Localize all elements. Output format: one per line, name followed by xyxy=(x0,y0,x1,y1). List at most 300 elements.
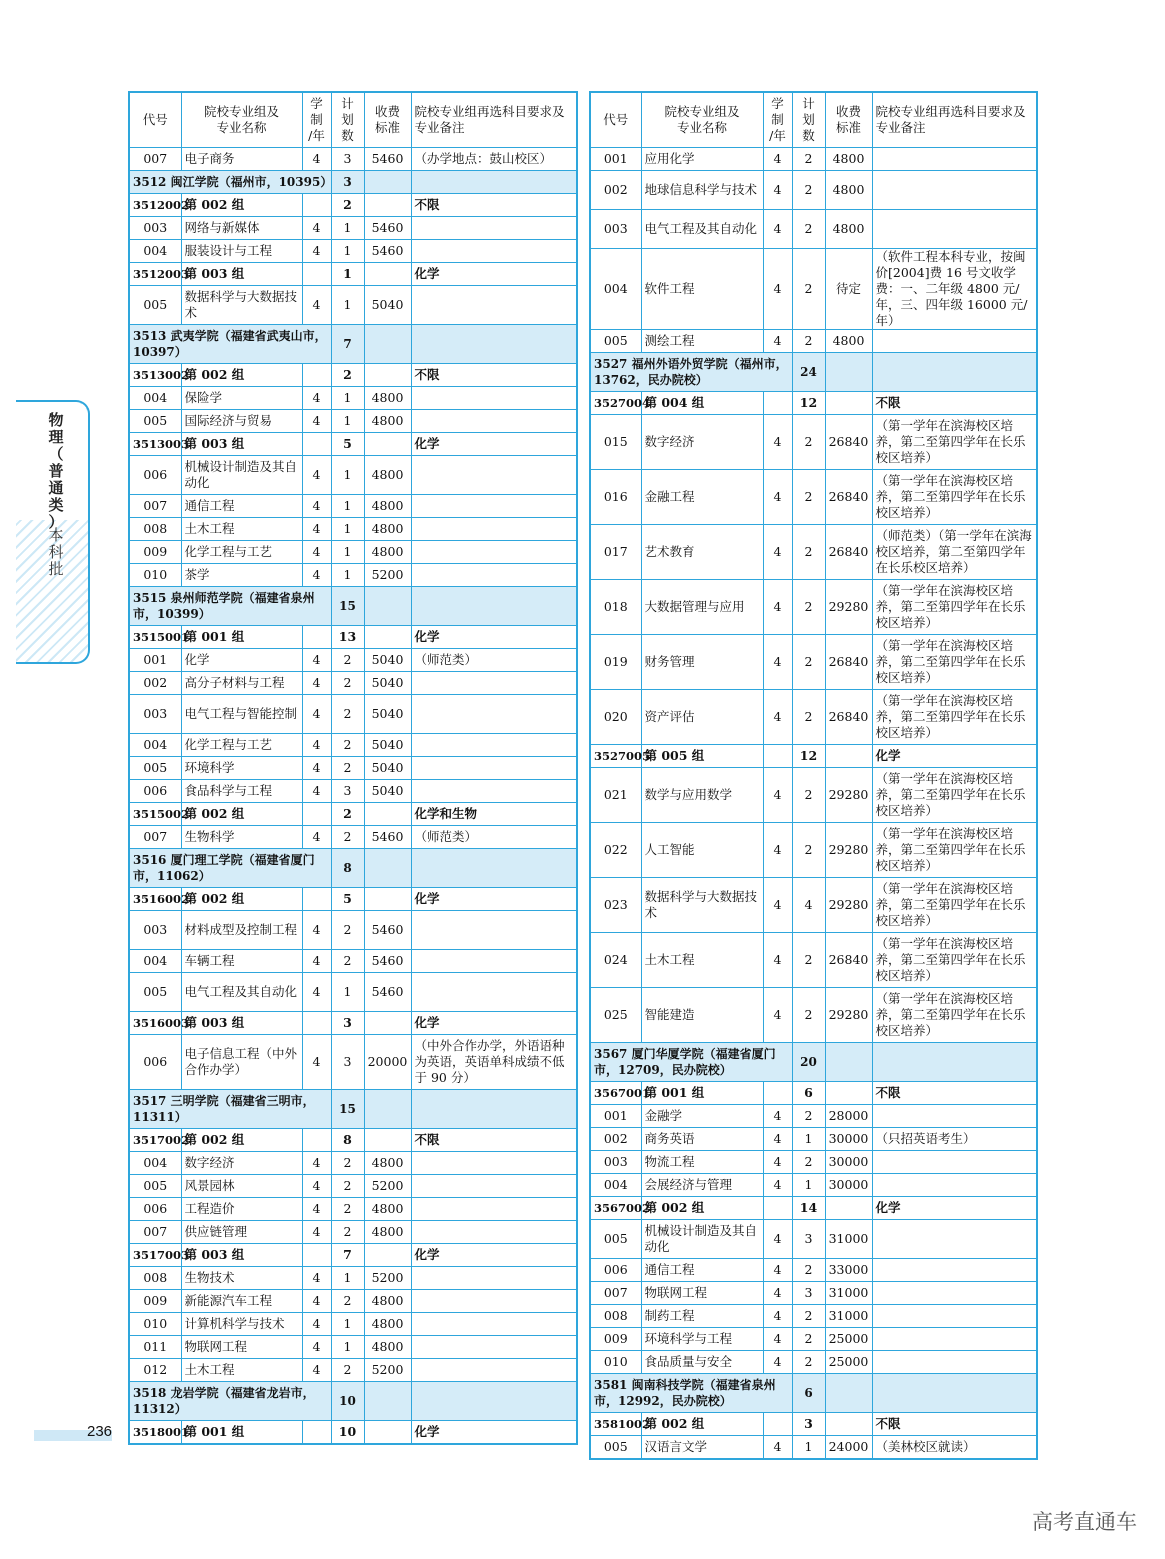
major-code: 004 xyxy=(129,240,181,263)
major-name: 机械设计制造及其自动化 xyxy=(181,456,302,495)
major-years: 4 xyxy=(763,1282,792,1305)
group-fee xyxy=(364,1421,411,1444)
group-fee xyxy=(364,433,411,456)
school-name: 3567 厦门华厦学院（福建省厦门市，12709，民办院校） xyxy=(590,1043,792,1082)
major-plan: 2 xyxy=(792,1259,825,1282)
major-remark xyxy=(411,518,577,541)
major-remark xyxy=(411,734,577,757)
major-years: 4 xyxy=(302,217,331,240)
major-code: 017 xyxy=(590,525,641,580)
major-plan: 2 xyxy=(792,1105,825,1128)
group-code: 3527004 xyxy=(590,392,641,415)
major-years: 4 xyxy=(302,649,331,672)
group-requirement: 化学 xyxy=(872,1197,1037,1220)
major-remark: （第一学年在滨海校区培养，第二至第四学年在长乐校区培养） xyxy=(872,415,1037,470)
major-plan: 2 xyxy=(792,1351,825,1374)
header-name: 院校专业组及 专业名称 xyxy=(181,92,302,148)
major-name: 化学工程与工艺 xyxy=(181,734,302,757)
major-row xyxy=(590,635,1037,690)
group-name: 第 004 组 xyxy=(641,392,763,415)
major-years: 4 xyxy=(763,1220,792,1259)
school-remark xyxy=(872,353,1037,392)
school-fee xyxy=(364,587,411,626)
group-plan: 10 xyxy=(331,1421,364,1444)
major-remark xyxy=(411,973,577,1012)
major-remark xyxy=(411,1221,577,1244)
major-plan: 2 xyxy=(792,525,825,580)
major-row xyxy=(129,1359,577,1382)
major-years: 4 xyxy=(302,950,331,973)
major-plan: 2 xyxy=(331,695,364,734)
major-fee: 31000 xyxy=(825,1282,872,1305)
group-plan: 2 xyxy=(331,364,364,387)
major-years: 4 xyxy=(763,1305,792,1328)
group-requirement: 化学 xyxy=(411,433,577,456)
major-name: 化学工程与工艺 xyxy=(181,541,302,564)
major-code: 008 xyxy=(590,1305,641,1328)
major-years: 4 xyxy=(763,525,792,580)
major-row xyxy=(590,148,1037,171)
major-fee: 24000 xyxy=(825,1436,872,1459)
major-code: 008 xyxy=(129,518,181,541)
group-name: 第 002 组 xyxy=(181,194,302,217)
group-requirement: 化学 xyxy=(411,1244,577,1267)
major-years: 4 xyxy=(302,734,331,757)
major-fee: 4800 xyxy=(364,1221,411,1244)
group-plan: 3 xyxy=(792,1413,825,1436)
major-fee: 25000 xyxy=(825,1328,872,1351)
group-fee xyxy=(364,888,411,911)
major-row xyxy=(129,973,577,1012)
school-row xyxy=(590,1374,1037,1413)
major-fee: 5460 xyxy=(364,240,411,263)
major-code: 009 xyxy=(129,541,181,564)
group-requirement: 不限 xyxy=(411,1129,577,1152)
group-name: 第 003 组 xyxy=(181,1244,302,1267)
major-remark xyxy=(411,1290,577,1313)
group-fee xyxy=(825,1413,872,1436)
major-row xyxy=(590,210,1037,249)
major-name: 数学与应用数学 xyxy=(641,768,763,823)
group-name: 第 003 组 xyxy=(181,433,302,456)
major-plan: 2 xyxy=(331,950,364,973)
major-years: 4 xyxy=(302,518,331,541)
group-years xyxy=(302,1129,331,1152)
major-fee: 31000 xyxy=(825,1305,872,1328)
major-remark xyxy=(872,1282,1037,1305)
group-years xyxy=(763,745,792,768)
major-name: 土木工程 xyxy=(181,1359,302,1382)
table-header-row xyxy=(129,92,577,148)
major-name: 大数据管理与应用 xyxy=(641,580,763,635)
group-name: 第 002 组 xyxy=(181,803,302,826)
school-plan: 10 xyxy=(331,1382,364,1421)
header-plan: 计 划 数 xyxy=(792,92,825,148)
major-fee: 5040 xyxy=(364,286,411,325)
school-row xyxy=(129,325,577,364)
major-row xyxy=(129,672,577,695)
major-plan: 2 xyxy=(792,933,825,988)
major-code: 008 xyxy=(129,1267,181,1290)
major-fee: 5460 xyxy=(364,911,411,950)
group-requirement: 化学 xyxy=(411,888,577,911)
school-name: 3527 福州外语外贸学院（福州市，13762，民办院校） xyxy=(590,353,792,392)
major-row xyxy=(590,878,1037,933)
major-name: 生物科学 xyxy=(181,826,302,849)
major-plan: 4 xyxy=(792,878,825,933)
group-code: 3518001 xyxy=(129,1421,181,1444)
major-code: 011 xyxy=(129,1336,181,1359)
major-remark xyxy=(411,564,577,587)
group-row xyxy=(129,1129,577,1152)
major-row xyxy=(129,217,577,240)
group-fee xyxy=(825,1082,872,1105)
table-header-row xyxy=(590,92,1037,148)
major-code: 007 xyxy=(129,826,181,849)
major-name: 制药工程 xyxy=(641,1305,763,1328)
major-name: 财务管理 xyxy=(641,635,763,690)
major-row xyxy=(129,148,577,171)
major-name: 智能建造 xyxy=(641,988,763,1043)
school-fee xyxy=(364,1382,411,1421)
major-name: 环境科学与工程 xyxy=(641,1328,763,1351)
school-remark xyxy=(411,1090,577,1129)
group-name: 第 002 组 xyxy=(181,888,302,911)
school-fee xyxy=(825,1043,872,1082)
header-code: 代号 xyxy=(590,92,641,148)
major-name: 电气工程及其自动化 xyxy=(181,973,302,1012)
major-plan: 2 xyxy=(792,210,825,249)
group-years xyxy=(763,1197,792,1220)
group-name: 第 002 组 xyxy=(181,364,302,387)
major-fee: 5040 xyxy=(364,649,411,672)
group-row xyxy=(590,745,1037,768)
major-remark xyxy=(411,950,577,973)
major-code: 001 xyxy=(590,148,641,171)
major-plan: 2 xyxy=(331,734,364,757)
group-plan: 6 xyxy=(792,1082,825,1105)
major-years: 4 xyxy=(302,695,331,734)
major-years: 4 xyxy=(763,1105,792,1128)
major-code: 005 xyxy=(590,1436,641,1459)
major-row xyxy=(590,525,1037,580)
page-number: 236 xyxy=(87,1423,113,1440)
group-row xyxy=(590,1197,1037,1220)
major-remark xyxy=(872,1105,1037,1128)
major-remark xyxy=(411,217,577,240)
major-fee: 待定 xyxy=(825,249,872,330)
major-fee: 30000 xyxy=(825,1128,872,1151)
major-code: 020 xyxy=(590,690,641,745)
major-code: 004 xyxy=(129,387,181,410)
major-code: 006 xyxy=(129,780,181,803)
group-code: 3567002 xyxy=(590,1197,641,1220)
major-plan: 1 xyxy=(331,456,364,495)
major-fee: 5200 xyxy=(364,1359,411,1382)
major-plan: 2 xyxy=(792,635,825,690)
major-name: 软件工程 xyxy=(641,249,763,330)
major-row xyxy=(590,330,1037,353)
group-years xyxy=(763,392,792,415)
major-remark xyxy=(411,1359,577,1382)
major-fee: 5200 xyxy=(364,1267,411,1290)
group-requirement: 不限 xyxy=(872,392,1037,415)
group-plan: 12 xyxy=(792,745,825,768)
major-code: 007 xyxy=(590,1282,641,1305)
major-fee: 4800 xyxy=(364,1336,411,1359)
major-fee: 4800 xyxy=(825,171,872,210)
group-code: 3517003 xyxy=(129,1244,181,1267)
school-row xyxy=(129,849,577,888)
major-plan: 2 xyxy=(792,330,825,353)
major-name: 汉语言文学 xyxy=(641,1436,763,1459)
major-name: 环境科学 xyxy=(181,757,302,780)
major-name: 网络与新媒体 xyxy=(181,217,302,240)
school-plan: 8 xyxy=(331,849,364,888)
school-fee xyxy=(825,353,872,392)
major-row xyxy=(129,1175,577,1198)
major-years: 4 xyxy=(763,1128,792,1151)
major-fee: 4800 xyxy=(364,1290,411,1313)
major-code: 002 xyxy=(590,171,641,210)
major-fee: 5460 xyxy=(364,826,411,849)
major-code: 018 xyxy=(590,580,641,635)
major-code: 003 xyxy=(590,210,641,249)
major-name: 应用化学 xyxy=(641,148,763,171)
major-fee: 5200 xyxy=(364,564,411,587)
group-years xyxy=(302,626,331,649)
major-code: 010 xyxy=(129,1313,181,1336)
major-name: 资产评估 xyxy=(641,690,763,745)
major-plan: 2 xyxy=(792,690,825,745)
major-years: 4 xyxy=(302,1267,331,1290)
major-remark xyxy=(411,695,577,734)
major-code: 005 xyxy=(129,1175,181,1198)
group-code: 3513003 xyxy=(129,433,181,456)
group-row xyxy=(129,433,577,456)
school-remark xyxy=(411,325,577,364)
major-name: 物联网工程 xyxy=(641,1282,763,1305)
major-row xyxy=(129,826,577,849)
major-plan: 2 xyxy=(331,757,364,780)
major-plan: 2 xyxy=(792,415,825,470)
major-years: 4 xyxy=(302,672,331,695)
school-name: 3581 闽南科技学院（福建省泉州市，12992，民办院校） xyxy=(590,1374,792,1413)
major-row xyxy=(590,415,1037,470)
major-row xyxy=(129,695,577,734)
major-remark: （只招英语考生） xyxy=(872,1128,1037,1151)
major-plan: 1 xyxy=(331,217,364,240)
major-code: 022 xyxy=(590,823,641,878)
major-code: 019 xyxy=(590,635,641,690)
major-remark: （第一学年在滨海校区培养，第二至第四学年在长乐校区培养） xyxy=(872,878,1037,933)
group-row xyxy=(129,364,577,387)
group-plan: 2 xyxy=(331,803,364,826)
major-fee: 4800 xyxy=(364,1198,411,1221)
major-name: 数字经济 xyxy=(181,1152,302,1175)
major-plan: 1 xyxy=(331,973,364,1012)
major-remark xyxy=(411,1198,577,1221)
major-fee: 5200 xyxy=(364,1175,411,1198)
major-row xyxy=(590,933,1037,988)
major-fee: 5460 xyxy=(364,217,411,240)
major-row xyxy=(129,649,577,672)
major-years: 4 xyxy=(763,1151,792,1174)
school-fee xyxy=(364,849,411,888)
group-row xyxy=(590,392,1037,415)
major-fee: 29280 xyxy=(825,580,872,635)
group-fee xyxy=(364,803,411,826)
major-remark xyxy=(872,1351,1037,1374)
group-years xyxy=(302,888,331,911)
major-plan: 2 xyxy=(792,823,825,878)
major-code: 009 xyxy=(590,1328,641,1351)
group-years xyxy=(302,433,331,456)
group-name: 第 003 组 xyxy=(181,1012,302,1035)
major-name: 商务英语 xyxy=(641,1128,763,1151)
school-fee xyxy=(364,171,411,194)
major-code: 005 xyxy=(590,1220,641,1259)
major-row xyxy=(129,564,577,587)
major-fee: 26840 xyxy=(825,470,872,525)
major-plan: 2 xyxy=(331,826,364,849)
major-name: 物联网工程 xyxy=(181,1336,302,1359)
major-name: 土木工程 xyxy=(181,518,302,541)
group-fee xyxy=(364,194,411,217)
major-plan: 3 xyxy=(792,1220,825,1259)
major-row xyxy=(129,240,577,263)
major-code: 007 xyxy=(129,495,181,518)
major-remark xyxy=(411,410,577,433)
major-years: 4 xyxy=(302,410,331,433)
major-remark xyxy=(872,1174,1037,1197)
major-row xyxy=(129,518,577,541)
header-remarks: 院校专业组再选科目要求及 专业备注 xyxy=(411,92,577,148)
major-row xyxy=(129,1313,577,1336)
major-remark: （第一学年在滨海校区培养，第二至第四学年在长乐校区培养） xyxy=(872,988,1037,1043)
school-fee xyxy=(364,325,411,364)
major-years: 4 xyxy=(763,823,792,878)
major-code: 012 xyxy=(129,1359,181,1382)
major-code: 021 xyxy=(590,768,641,823)
major-code: 001 xyxy=(129,649,181,672)
major-fee: 5040 xyxy=(364,695,411,734)
major-code: 006 xyxy=(590,1259,641,1282)
major-name: 人工智能 xyxy=(641,823,763,878)
major-fee: 29280 xyxy=(825,878,872,933)
major-years: 4 xyxy=(302,1221,331,1244)
major-code: 015 xyxy=(590,415,641,470)
major-years: 4 xyxy=(302,240,331,263)
major-remark: （第一学年在滨海校区培养，第二至第四学年在长乐校区培养） xyxy=(872,768,1037,823)
major-plan: 2 xyxy=(792,171,825,210)
group-plan: 3 xyxy=(331,1012,364,1035)
major-plan: 1 xyxy=(331,1267,364,1290)
group-code: 3517002 xyxy=(129,1129,181,1152)
group-requirement: 化学 xyxy=(411,263,577,286)
major-fee: 28000 xyxy=(825,1105,872,1128)
school-row xyxy=(129,1382,577,1421)
major-plan: 1 xyxy=(331,495,364,518)
major-remark: （中外合作办学，外语语种为英语，英语单科成绩不低于 90 分） xyxy=(411,1035,577,1090)
major-name: 土木工程 xyxy=(641,933,763,988)
major-plan: 1 xyxy=(331,1313,364,1336)
major-name: 数字经济 xyxy=(641,415,763,470)
group-requirement: 化学 xyxy=(411,1012,577,1035)
major-years: 4 xyxy=(302,1175,331,1198)
major-code: 006 xyxy=(129,1035,181,1090)
major-name: 电气工程及其自动化 xyxy=(641,210,763,249)
major-row xyxy=(129,734,577,757)
major-fee: 26840 xyxy=(825,525,872,580)
major-fee: 4800 xyxy=(364,1152,411,1175)
header-name: 院校专业组及 专业名称 xyxy=(641,92,763,148)
group-requirement: 不限 xyxy=(411,364,577,387)
school-plan: 7 xyxy=(331,325,364,364)
group-name: 第 001 组 xyxy=(641,1082,763,1105)
major-fee: 31000 xyxy=(825,1220,872,1259)
major-fee: 30000 xyxy=(825,1151,872,1174)
major-years: 4 xyxy=(763,171,792,210)
major-plan: 2 xyxy=(331,1152,364,1175)
major-years: 4 xyxy=(302,1035,331,1090)
major-name: 计算机科学与技术 xyxy=(181,1313,302,1336)
group-fee xyxy=(364,1129,411,1152)
school-plan: 15 xyxy=(331,1090,364,1129)
major-row xyxy=(590,1305,1037,1328)
major-remark: （第一学年在滨海校区培养，第二至第四学年在长乐校区培养） xyxy=(872,823,1037,878)
header-fee: 收费 标准 xyxy=(825,92,872,148)
major-years: 4 xyxy=(763,415,792,470)
major-remark: （办学地点：鼓山校区） xyxy=(411,148,577,171)
group-fee xyxy=(364,1012,411,1035)
major-plan: 1 xyxy=(331,518,364,541)
major-years: 4 xyxy=(302,564,331,587)
major-remark xyxy=(872,1220,1037,1259)
group-row xyxy=(129,888,577,911)
major-plan: 3 xyxy=(331,780,364,803)
major-plan: 1 xyxy=(331,410,364,433)
group-row xyxy=(590,1413,1037,1436)
group-plan: 14 xyxy=(792,1197,825,1220)
header-fee: 收费 标准 xyxy=(364,92,411,148)
major-remark: （美林校区就读） xyxy=(872,1436,1037,1459)
major-row xyxy=(129,410,577,433)
school-remark xyxy=(411,587,577,626)
major-name: 金融学 xyxy=(641,1105,763,1128)
major-remark xyxy=(411,240,577,263)
major-remark xyxy=(411,757,577,780)
major-remark xyxy=(411,387,577,410)
major-code: 003 xyxy=(129,217,181,240)
major-code: 001 xyxy=(590,1105,641,1128)
major-plan: 2 xyxy=(792,1328,825,1351)
school-remark xyxy=(872,1374,1037,1413)
group-name: 第 001 组 xyxy=(181,1421,302,1444)
major-fee: 4800 xyxy=(364,1313,411,1336)
major-remark: （软件工程本科专业，按闽价[2004]费 16 号文收学费：一、二年级 4800 元/年，三、四年级 16000 元/年） xyxy=(872,249,1037,330)
major-years: 4 xyxy=(302,826,331,849)
header-plan: 计 划 数 xyxy=(331,92,364,148)
group-fee xyxy=(825,745,872,768)
major-fee: 4800 xyxy=(364,518,411,541)
major-remark xyxy=(872,1259,1037,1282)
major-years: 4 xyxy=(763,635,792,690)
admission-table-left xyxy=(128,91,578,1445)
major-fee: 20000 xyxy=(364,1035,411,1090)
major-fee: 4800 xyxy=(825,148,872,171)
group-years xyxy=(763,1413,792,1436)
